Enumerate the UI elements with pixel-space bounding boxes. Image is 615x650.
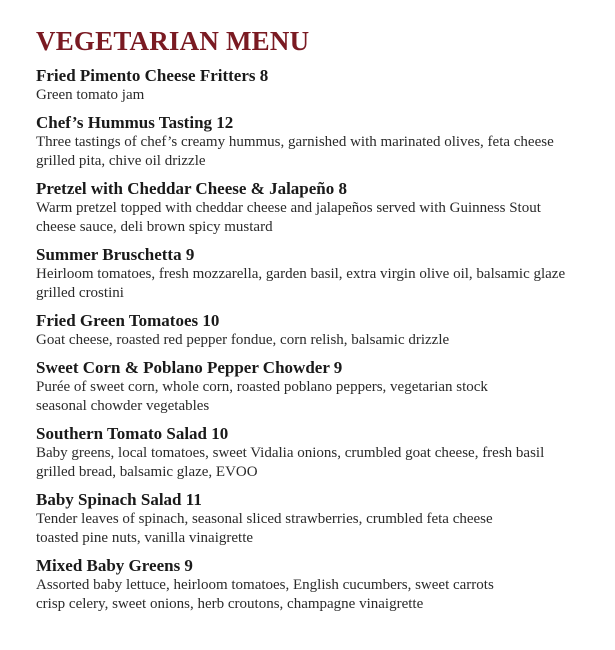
menu-item-name: Chef’s Hummus Tasting 12	[36, 113, 234, 132]
menu-item-name: Baby Spinach Salad 11	[36, 490, 202, 509]
description-line: Purée of sweet corn, whole corn, roasted poblano peppers, vegetarian stock	[36, 379, 488, 395]
description-line: Green tomato jam	[36, 87, 145, 103]
description-line: cheese sauce, deli brown spicy mustard	[36, 219, 273, 235]
description-line: toasted pine nuts, vanilla vinaigrette	[36, 530, 254, 546]
menu-item	[36, 66, 606, 105]
menu-item-description	[36, 510, 606, 548]
menu-item-name: Pretzel with Cheddar Cheese & Jalapeño 8	[36, 179, 348, 198]
description-line: grilled crostini	[36, 285, 124, 301]
menu-item-name: Summer Bruschetta 9	[36, 245, 195, 264]
menu-item	[36, 179, 606, 237]
menu-item	[36, 556, 606, 614]
menu-item-description	[36, 331, 606, 350]
menu-item-description	[36, 133, 606, 171]
menu-item-name: Fried Pimento Cheese Fritters 8	[36, 66, 269, 85]
menu-item-description	[36, 86, 606, 105]
menu-item	[36, 358, 606, 416]
description-line: Baby greens, local tomatoes, sweet Vidalia onions, crumbled goat cheese, fresh basil	[36, 445, 545, 461]
description-line: Three tastings of chef’s creamy hummus, garnished with marinated olives, feta cheese	[36, 134, 554, 150]
menu-item	[36, 311, 606, 350]
menu-item-description	[36, 444, 606, 482]
menu-item-name: Fried Green Tomatoes 10	[36, 311, 220, 330]
menu-page	[36, 26, 606, 622]
description-line: Heirloom tomatoes, fresh mozzarella, garden basil, extra virgin olive oil, balsamic glaze	[36, 266, 566, 282]
menu-item-name: Sweet Corn & Poblano Pepper Chowder 9	[36, 358, 343, 377]
menu-item	[36, 245, 606, 303]
menu-item-name: Mixed Baby Greens 9	[36, 556, 193, 575]
description-line: seasonal chowder vegetables	[36, 398, 210, 414]
description-line: Goat cheese, roasted red pepper fondue, corn relish, balsamic drizzle	[36, 332, 450, 348]
menu-item-description	[36, 576, 606, 614]
description-line: grilled pita, chive oil drizzle	[36, 153, 206, 169]
description-line: Tender leaves of spinach, seasonal sliced strawberries, crumbled feta cheese	[36, 511, 493, 527]
description-line: grilled bread, balsamic glaze, EVOO	[36, 464, 258, 480]
description-line: Warm pretzel topped with cheddar cheese and jalapeños served with Guinness Stout	[36, 200, 541, 216]
description-line: crisp celery, sweet onions, herb croutons, champagne vinaigrette	[36, 596, 424, 612]
menu-item-description	[36, 265, 606, 303]
menu-title: VEGETARIAN MENU	[36, 26, 310, 56]
menu-item	[36, 113, 606, 171]
menu-item-description	[36, 378, 606, 416]
menu-item-description	[36, 199, 606, 237]
menu-item-name: Southern Tomato Salad 10	[36, 424, 229, 443]
description-line: Assorted baby lettuce, heirloom tomatoes, English cucumbers, sweet carrots	[36, 577, 494, 593]
menu-item	[36, 424, 606, 482]
menu-item	[36, 490, 606, 548]
